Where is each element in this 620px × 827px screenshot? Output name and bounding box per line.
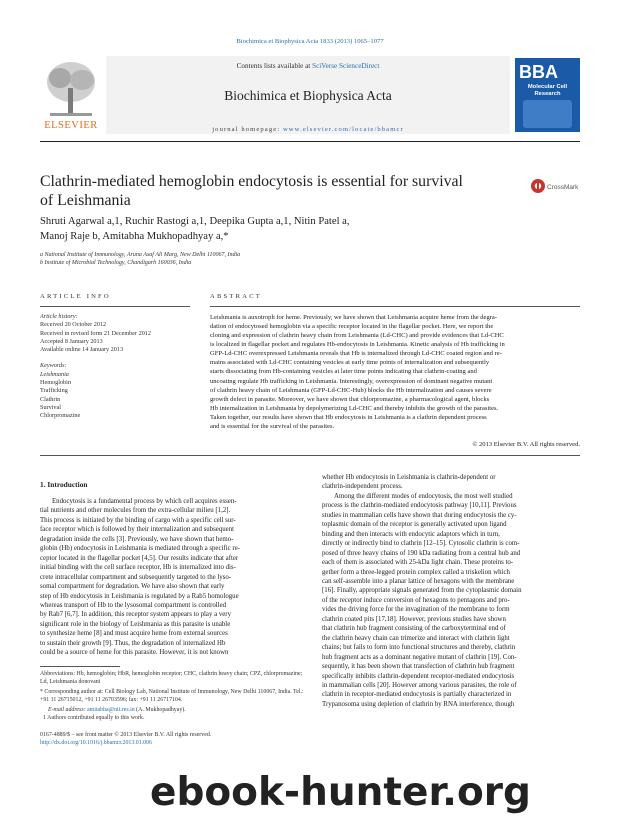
abstract-line: uncoating regulate Hb trafficking in Leishmania. Interestingly, overexpression of dominant negative mutant [210,377,493,385]
title-line-1: Clathrin-mediated hemoglobin endocytosis is essential for survival [40,173,463,190]
body-line: tial nutrients and other molecules from the extra-cellular milieu [1,2]. [40,507,231,515]
body-line: [16]. Finally, appropriate signals generated from the cytoplasmic domain [322,587,522,595]
body-line: clathrin in receptor-mediated endocytosis is partially characterized in [322,691,512,699]
body-line: sequently, it has been shown that transfection of clathrin hub fragment [322,663,515,671]
abstract-line: is localized in flagellar pocket and regulates Hb-endocytosis in Leishmania. Kinetic analysis of Hb trafficking in [210,341,505,349]
body-line: to synthesize heme [8] and must acquire heme from external sources [40,630,228,638]
body-line: specifically inhibits clathrin-dependent receptor-mediated endocytosis [322,672,515,680]
body-line: can self-assemble into a planar lattice of hexagons with the membrane [322,577,515,585]
crossmark-label: CrossMark [547,184,579,191]
abstract-line: GFP-Ld-CHC overexpressed Leishmania reveals that Hb is internalized through Ld-CHC coated region and re- [210,350,502,358]
abstract-line: of clathrin heavy chain of Leishmania (GFP-Ld-CHC-Hub) blocks the Hb internalization and causes severe [210,386,492,394]
body-line: face receptor which is followed by their internalization and subsequent [40,526,235,534]
body-line: globin (Hb) endocytosis in Leishmania is mediated through a specific re- [40,545,240,553]
abstract-line: mains associated with Ld-CHC containing vesicles at early time points of internalization and subsequently [210,359,490,367]
cover-subtitle: Molecular Cell Research [527,84,568,97]
body-line: that clathrin hub fragment consisting of the carboxyterminal end of [322,625,506,633]
body-line: gether form a three-legged protein complex called a triskelion which [322,568,510,576]
article-info-rule [40,306,190,307]
body-line: posed of three heavy chains of 190 kDa radiating from a central hub and [322,549,521,557]
body-line: Trypanosoma using depletion of clathrin by RNA interference, though [322,700,515,708]
email-suffix: (A. Mukhopadhyay). [134,707,186,713]
homepage-link[interactable]: www.elsevier.com/locate/bbamcr [282,126,404,133]
body-line: clathrin-independent process. [322,483,403,491]
abstract-bottom-rule [40,455,580,456]
body-line: whether Hb endocytosis in Leishmania is clathrin-dependent or [322,474,496,481]
body-line: the clathrin heavy chain can trimerize and interact with clathrin light [322,634,510,642]
contents-line [106,62,510,70]
abstract-heading: ABSTRACT [210,293,263,300]
body-line: each of them is associated with 25-kDa light chain. These proteins to- [322,559,514,567]
cover-title: BBA [519,62,558,82]
body-line: degradation inside the cells [3]. Previously, we have shown that hemo- [40,535,234,543]
abstract-line: dation of endocytosed hemoglobin via a specific receptor located in the flagellar pocket. Here, we report the [210,323,494,331]
body-line: to sustain their growth [9]. Thus, the degradation of internalized Hb [40,639,226,647]
footnote-abbreviations: Abbreviations: Hb, hemoglobin; HbR, hemoglobin receptor; CHC, clathrin heavy chain; CPZ, chlorpromazine; Ld, Leishmania donovani [40,671,303,686]
keywords-heading: Keywords: [40,362,67,370]
footnote-email [40,706,308,714]
email-label: E-mail address: [48,707,88,713]
keyword: Chlorpromazine [40,412,81,420]
footnote-equal-contribution: 1 Authors contributed equally to this work. [43,715,145,721]
body-line: of the receptor induce conversion of hexagons to pentagons and pro- [322,596,510,604]
watermark-text: ebook-hunter.org [150,770,531,815]
body-line: step of Hb endocytosis in Leishmania is regulated by a Rab5 homologue [40,592,239,600]
intro-right-column [322,473,584,709]
history-heading: Article history: [40,313,78,320]
article-info-heading: ARTICLE INFO [40,293,111,300]
abstract-line: Hb internalization in Leishmania by depolymerizing Ld-CHC and thereby inhibits the growth of the parasites. [210,404,499,412]
footnote-corresponding: * Corresponding author at: Cell Biology Lab, National Institute of Immunology, New Delhi 110067, India. Tel.: +91 11 26715012, +91 11 26703596; fax: +91 11 26717104. [40,689,304,704]
keyword: Hemoglobin [40,379,71,387]
abstract-body [210,313,580,431]
abstract-line: Leishmania is auxotroph for heme. Previously, we have shown that Leishmania acquire heme from the degra- [210,314,498,321]
journal-citation[interactable]: Biochimica et Biophysica Acta 1833 (2013) 1065–1077 [236,38,384,45]
keyword: Clathrin [40,395,61,403]
abstract-line: starts dissociating from Hb-containing vesicles at later time points indicating that clathrin-coating and [210,368,477,376]
body-line: directly or indirectly bind to clathrin [12–15]. Cytosolic clathrin is com- [322,540,520,548]
doi-line [40,739,308,747]
body-line: significant role in the biology of Leishmania as this parasite is unable [40,620,231,628]
body-line: by Rab7 [6,7]. In addition, this receptor system appears to play a very [40,611,232,619]
body-line: crete intracellular compartment and subsequently targeted to the lyso- [40,573,232,581]
body-line: vides the driving force for the invagination of the membrane to form [322,606,510,614]
history-item: Received 20 October 2012 [40,321,107,329]
journal-homepage [106,126,510,133]
abstract-line: Taken together, our results have shown that Hb endocytosis in Leishmania is a clathrin dependent process [210,413,487,421]
crossmark-icon[interactable] [530,178,585,194]
section-heading-introduction: 1. Introduction [40,480,88,489]
keyword: Leishmania [40,370,69,378]
elsevier-wordmark: ELSEVIER [44,120,98,131]
header-rule [40,141,580,142]
history-item: Accepted 8 January 2013 [40,337,103,345]
journal-name: Biochimica et Biophysica Acta [224,88,392,103]
body-line: process is the clathrin-mediated endocytosis pathway [10,11]. Previous [322,502,517,510]
body-line: initial binding with the cell surface receptor, Hb is internalized into dis- [40,564,236,572]
intro-left-column [40,497,308,658]
history-item: Available online 14 January 2013 [40,346,124,354]
keyword: Survival [40,403,61,411]
authors-line-1: Shruti Agarwal a,1, Ruchir Rastogi a,1, Deepika Gupta a,1, Nitin Patel a, [40,216,350,227]
journal-cover-image [515,58,580,132]
body-line: chains; but fails to form into functional structures and thereby, clathrin [322,644,516,652]
affiliation-a: a National Institute of Immunology, Aruna Asaf Ali Marg, New Delhi 110067, India [40,252,241,258]
body-line: toplasmic domain of the receptor is generally activated upon ligand [322,521,507,529]
history-item: Received in revised form 21 December 2012 [40,329,151,337]
body-line: somal compartment for degradation. We have also shown that early [40,583,225,591]
doi-link[interactable]: http://dx.doi.org/10.1016/j.bbamcr.2013.01.006 [40,740,152,746]
abstract-line: cloning and expression of clathrin heavy chain from Leishmania (Ld-CHC) and provide evidences that Ld-CHC [210,332,504,340]
authors-line-2: Manoj Raje b, Amitabha Mukhopadhyay a,* [40,231,229,242]
abstract-line: and is essential for the survival of the parasites. [210,422,335,430]
abstract-rule [210,306,580,307]
body-line: ceptor located in the flagellar pocket [4,5]. Our results indicate that after [40,554,239,562]
keyword: Trafficking [40,387,68,395]
body-line: hub fragment acts as a dominant negative mutant of clathrin [19]. Con- [322,653,517,661]
homepage-prefix: journal homepage: [212,126,283,133]
article-title [40,172,510,210]
author-list [40,214,560,244]
body-line: studies in mammalian cells have shown that during endocytosis the cy- [322,511,517,519]
body-line: binding and then interacts with endocytic adaptors which in turn, [322,530,500,538]
sciencedirect-link[interactable]: SciVerse ScienceDirect [312,62,380,70]
article-history [40,313,190,421]
abstract-line: growth defect in parasite. Moreover, we have shown that chlorpromazine, a pharmacological agent, blocks [210,395,490,403]
cover-picture [523,100,572,128]
abstract-copyright: © 2013 Elsevier B.V. All rights reserved. [472,441,580,448]
affiliation-b: b Institute of Microbial Technology, Chandigarh 160036, India [40,260,192,266]
email-link[interactable]: amitabha@nii.res.in [87,707,135,713]
body-line: Among the different modes of endocytosis, the most well studied [334,492,513,500]
body-line: could be a source of heme for this parasite. However, it is not known [40,649,229,657]
contents-prefix: Contents lists available at [236,62,313,70]
body-line: Endocytosis is a fundamental process by which cell acquires essen- [52,498,237,505]
issn-line: 0167-4889/$ – see front matter © 2013 Elsevier B.V. All rights reserved. [40,732,212,738]
body-line: whereas transport of Hb to the lysosomal compartment is controlled [40,601,227,609]
body-line: in mammalian cells [20]. However among various parasites, the role of [322,681,517,689]
body-line: This process is initiated by the binding of cargo with a specific cell sur- [40,516,236,524]
footnote-rule [40,666,120,667]
title-line-2: of Leishmania [40,192,131,209]
body-line: clathrin coated pits [17,18]. However, previous studies have shown [322,615,506,623]
